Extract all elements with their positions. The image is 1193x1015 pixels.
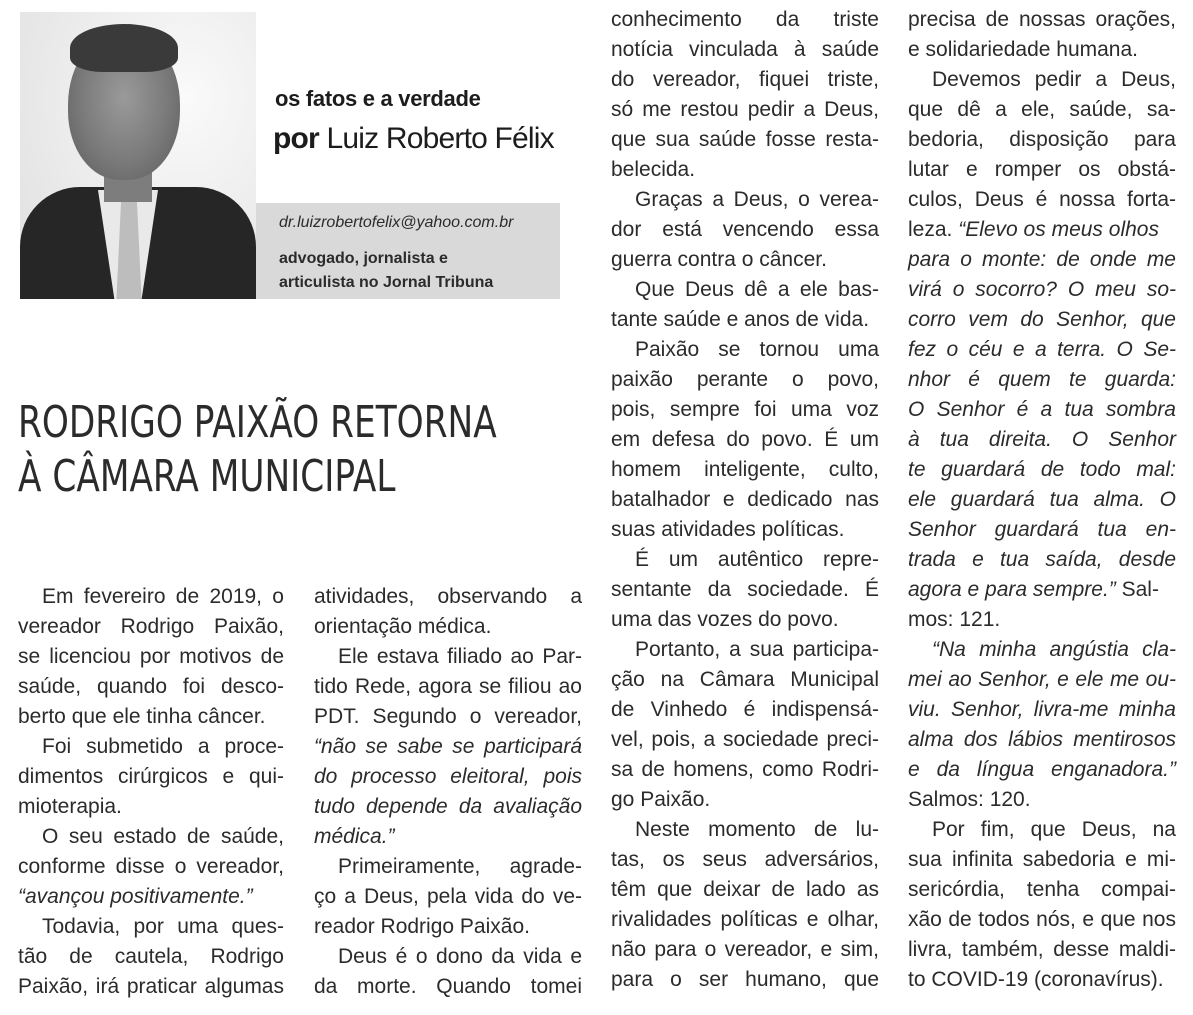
text-line: “não se sabe se participará (314, 735, 582, 758)
text-line: paixão perante o povo, (611, 368, 879, 391)
text-line: dor está vencendo essa (611, 218, 879, 241)
text-line: vel, pois, a sociedade preci- (611, 728, 879, 751)
text-line: batalhador e dedicado nas (611, 488, 879, 511)
text-line: Primeiramente, agrade- (338, 855, 582, 878)
text-line: que sua saúde fosse resta- (611, 128, 879, 151)
text-line: em defesa do povo. É um (611, 428, 879, 451)
text-line: saúde, quando foi desco- (18, 675, 284, 698)
text-line: lutar e romper os obstá- (908, 158, 1176, 181)
text-line: vereador Rodrigo Paixão, (18, 615, 284, 638)
text-line: Salmos: 120. (908, 788, 1031, 811)
text-line: “avançou positivamente.” (18, 885, 253, 908)
text-line: Senhor guardará tua en- (908, 518, 1176, 541)
text-line: precisa de nossas orações, (908, 8, 1176, 31)
text-line: ele guardará tua alma. O (908, 488, 1176, 511)
article-column-1 (18, 582, 284, 1002)
text-line: atividades, observando a (314, 585, 582, 608)
quote-fragment: agora e para sempre.” (908, 578, 1116, 601)
author-bio (279, 247, 493, 295)
article-column-3 (611, 5, 879, 995)
text-line (908, 575, 1176, 605)
text-line: mioterapia. (18, 795, 122, 818)
text-line: sua infinita sabedoria e mi- (908, 848, 1176, 871)
text-line: Ele estava filiado ao Par- (338, 645, 582, 668)
text-line: Que Deus dê a ele bas- (635, 278, 879, 301)
author-bio-line: articulista no Jornal Tribuna (279, 274, 494, 291)
author-bio-line: advogado, jornalista e (279, 250, 448, 267)
text-line: tudo depende da avaliação (314, 795, 582, 818)
text-line: pois, sempre foi uma voz (611, 398, 879, 421)
article-column-2 (314, 582, 582, 1002)
article-column-4 (908, 5, 1176, 995)
text-line: nhor é quem te guarda: (908, 368, 1176, 391)
text-line: Paixão se tornou uma (635, 338, 879, 361)
text-fragment: Sal- (1121, 578, 1159, 601)
text-line: Todavia, por uma ques- (42, 915, 284, 938)
text-line: livra, também, desse maldi- (908, 938, 1176, 961)
text-line: virá o socorro? O meu so- (908, 278, 1176, 301)
text-line: sericórdia, tenha compai- (908, 878, 1176, 901)
text-line: O seu estado de saúde, (42, 825, 284, 848)
text-line: Deus é o dono da vida e (338, 945, 582, 968)
text-line: que dê a ele, saúde, sa- (908, 98, 1176, 121)
text-line: fez o céu e a terra. O Se- (908, 338, 1176, 361)
text-line: tão de cautela, Rodrigo (18, 945, 284, 968)
text-line: para o ser humano, que (611, 968, 879, 991)
text-line: e solidariedade humana. (908, 38, 1138, 61)
text-line: conforme disse o vereador, (18, 855, 284, 878)
column-kicker: os fatos e a verdade (275, 86, 481, 111)
headline-line: À CÂMARA MUNICIPAL (18, 451, 396, 502)
text-line: Foi submetido a proce- (42, 735, 284, 758)
text-line: bedoria, disposição para (908, 128, 1176, 151)
text-line: Devemos pedir a Deus, (932, 68, 1176, 91)
text-line: da morte. Quando tomei (314, 975, 582, 998)
text-line: culos, Deus é nossa forta- (908, 188, 1176, 211)
text-line: Neste momento de lu- (635, 818, 879, 841)
text-line: te guardará de todo mal: (908, 458, 1176, 481)
text-line: ço a Deus, pela vida do ve- (314, 885, 582, 908)
text-line: xão de todos nós, e que nos (908, 908, 1176, 931)
text-line: rivalidades políticas e olhar, (611, 908, 879, 931)
text-line: conhecimento da triste (611, 8, 879, 31)
text-line: trada e tua saída, desde (908, 548, 1176, 571)
text-line: do processo eleitoral, pois (314, 765, 582, 788)
text-line: to COVID-19 (coronavírus). (908, 968, 1164, 991)
text-line: PDT. Segundo o vereador, (314, 705, 582, 728)
text-line: belecida. (611, 158, 696, 181)
text-line (908, 215, 1176, 245)
text-line: Portanto, a sua participa- (635, 638, 879, 661)
text-line: para o monte: de onde me (908, 248, 1176, 271)
text-line: tante saúde e anos de vida. (611, 308, 870, 331)
text-line: go Paixão. (611, 788, 711, 811)
text-line: sa de homens, como Rodri- (611, 758, 879, 781)
byline-prefix: por (273, 122, 319, 155)
text-line: guerra contra o câncer. (611, 248, 827, 271)
text-line: É um autêntico repre- (635, 548, 879, 571)
text-line: Por fim, que Deus, na (932, 818, 1176, 841)
text-line: notícia vinculada à saúde (611, 38, 879, 61)
headline-line: RODRIGO PAIXÃO RETORNA (18, 397, 497, 448)
text-line: à tua direita. O Senhor (908, 428, 1176, 451)
text-line: se licenciou por motivos de (18, 645, 284, 668)
text-line: do vereador, fiquei triste, (611, 68, 879, 91)
photo-hair (70, 24, 178, 72)
text-line: O Senhor é a tua sombra (908, 398, 1176, 421)
text-line: de Vinhedo é indispensá- (611, 698, 879, 721)
text-line: médica.” (314, 825, 395, 848)
text-line: mei ao Senhor, e ele me ou- (908, 668, 1176, 691)
text-line: tido Rede, agora se filiou ao (314, 675, 582, 698)
text-line: uma das vozes do povo. (611, 608, 839, 631)
text-line: Graças a Deus, o verea- (635, 188, 879, 211)
text-line: orientação médica. (314, 615, 492, 638)
text-line: corro vem do Senhor, que (908, 308, 1176, 331)
text-line: têm que deixar de lado as (611, 878, 879, 901)
text-line: berto que ele tinha câncer. (18, 705, 266, 728)
text-line: ção na Câmara Municipal (611, 668, 879, 691)
text-line: tas, os seus adversários, (611, 848, 879, 871)
text-line: homem inteligente, culto, (611, 458, 879, 481)
byline (273, 122, 554, 156)
text-line: Em fevereiro de 2019, o (42, 585, 284, 608)
article-headline (18, 396, 497, 504)
author-name: Luiz Roberto Félix (326, 122, 554, 155)
text-line: alma dos lábios mentirosos (908, 728, 1176, 751)
text-line: Paixão, irá praticar algumas (18, 975, 284, 998)
text-line: suas atividades políticas. (611, 518, 845, 541)
text-line: “Na minha angústia cla- (932, 638, 1176, 661)
author-email[interactable]: dr.luizrobertofelix@yahoo.com.br (279, 214, 514, 231)
quote-fragment: “Elevo os meus olhos (958, 218, 1159, 241)
text-line: e da língua enganadora.” (908, 758, 1176, 781)
text-line: não para o vereador, e sim, (611, 938, 879, 961)
author-photo (20, 12, 256, 299)
text-line: viu. Senhor, livra-me minha (908, 698, 1176, 721)
text-fragment: leza. (908, 218, 953, 241)
text-line: sentante da sociedade. É (611, 578, 879, 601)
text-line: só me restou pedir a Deus, (611, 98, 879, 121)
text-line: dimentos cirúrgicos e qui- (18, 765, 284, 788)
text-line: reador Rodrigo Paixão. (314, 915, 530, 938)
text-line: mos: 121. (908, 608, 1001, 631)
